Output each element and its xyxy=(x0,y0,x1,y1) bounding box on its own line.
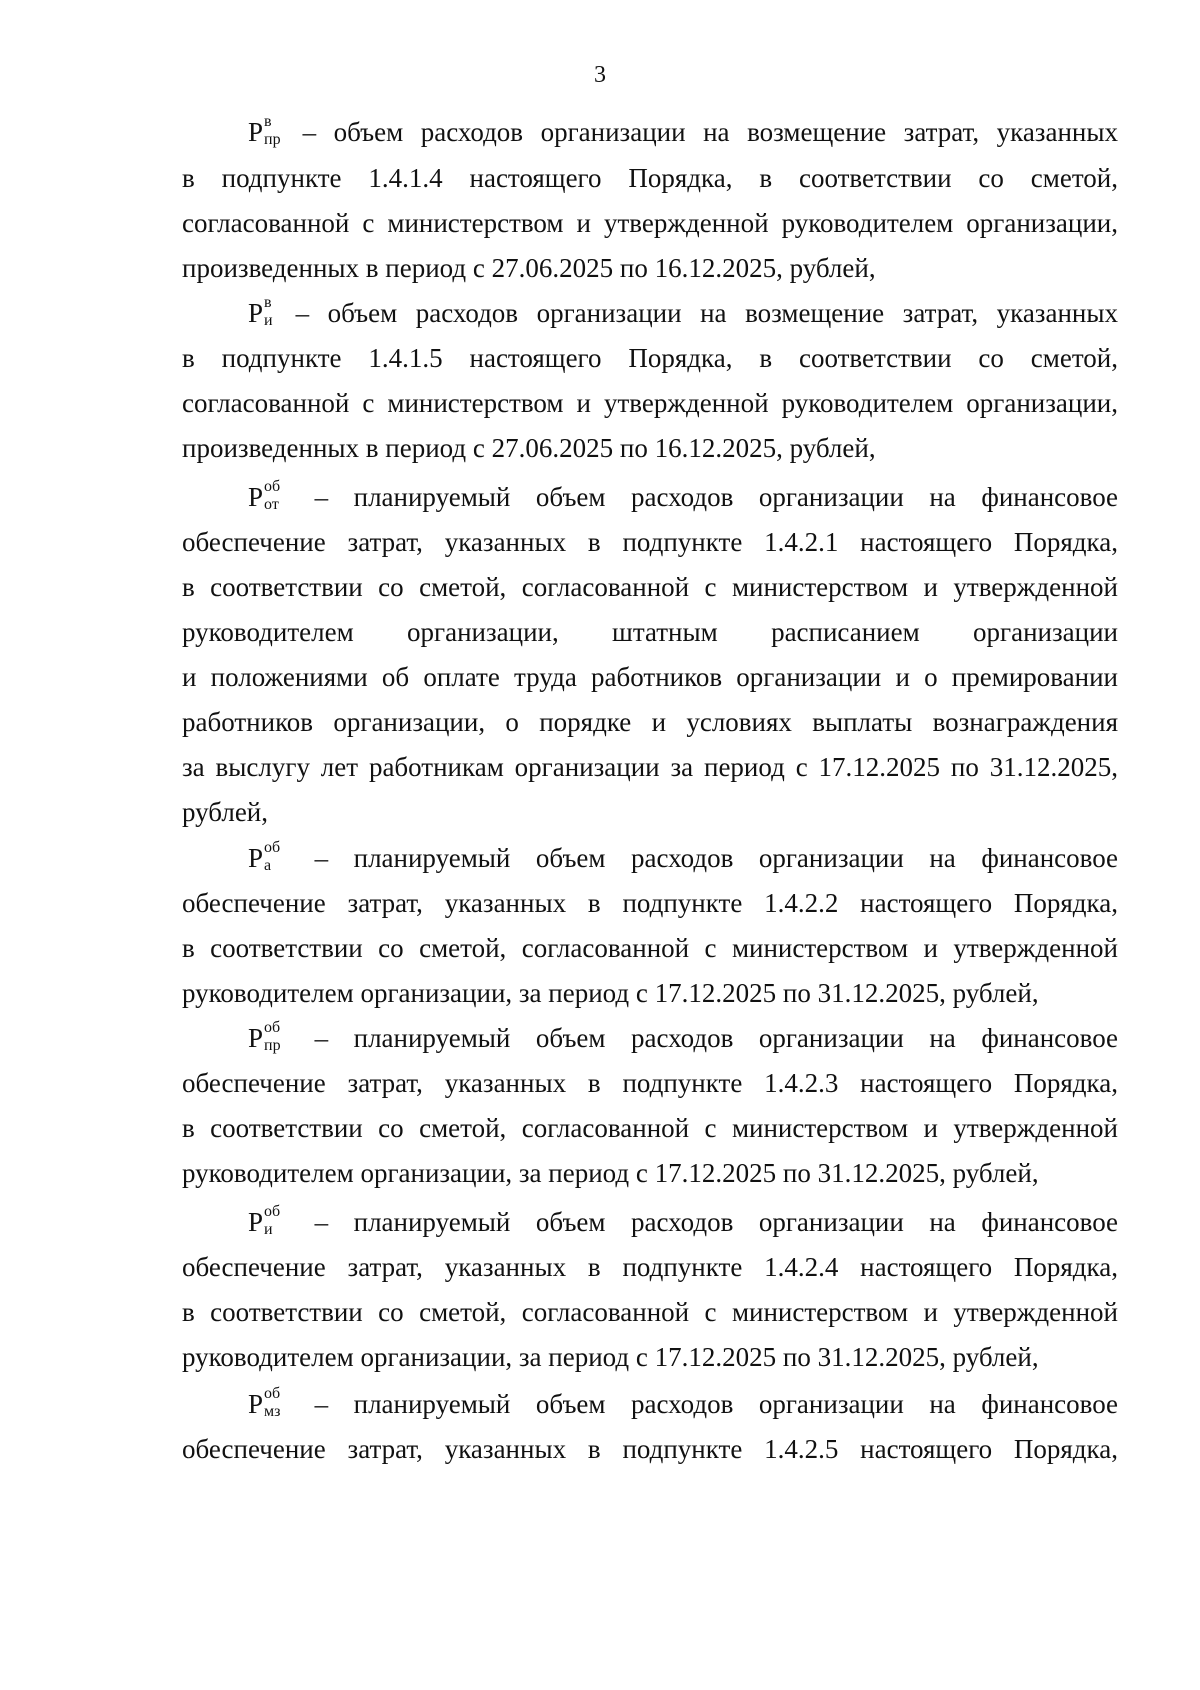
paragraph-6-line-3: в соответствии со сметой, согласованной с министерством и утвержденной xyxy=(182,1297,1118,1327)
symbol-p7: P об мз xyxy=(248,1385,281,1420)
paragraph-2-line-3: согласованной с министерством и утвержденной руководителем организации, xyxy=(182,388,1118,418)
symbol-p1: P в пр xyxy=(248,113,281,148)
paragraph-5-line-4: руководителем организации, за период с 17.12.2025 по 31.12.2025, рублей, xyxy=(182,1158,1039,1188)
paragraph-3-line-1: P об от – планируемый объем расходов организации на финансовое xyxy=(248,478,1119,513)
paragraph-4-line-4: руководителем организации, за период с 17.12.2025 по 31.12.2025, рублей, xyxy=(182,978,1039,1008)
paragraph-3-line-4: руководителем организации, штатным расписанием организации xyxy=(182,617,1118,647)
paragraph-5-line-1: P об пр – планируемый объем расходов организации на финансовое xyxy=(248,1019,1119,1054)
paragraph-7-line-2: обеспечение затрат, указанных в подпункте 1.4.2.5 настоящего Порядка, xyxy=(182,1434,1118,1464)
paragraph-1-line-2: в подпункте 1.4.1.4 настоящего Порядка, в соответствии со сметой, xyxy=(182,163,1118,193)
paragraph-2-line-2: в подпункте 1.4.1.5 настоящего Порядка, в соответствии со сметой, xyxy=(182,343,1118,373)
paragraph-3-line-6: работников организации, о порядке и условиях выплаты вознаграждения xyxy=(182,707,1118,737)
paragraph-5-line-3: в соответствии со сметой, согласованной с министерством и утвержденной xyxy=(182,1113,1118,1143)
paragraph-4-line-2: обеспечение затрат, указанных в подпункте 1.4.2.2 настоящего Порядка, xyxy=(182,888,1118,918)
symbol-p6: P об и xyxy=(248,1203,281,1238)
page-number: 3 xyxy=(594,62,606,88)
paragraph-6-line-2: обеспечение затрат, указанных в подпункте 1.4.2.4 настоящего Порядка, xyxy=(182,1252,1118,1282)
paragraph-1-line-3: согласованной с министерством и утвержденной руководителем организации, xyxy=(182,208,1118,238)
paragraph-4-line-1: P об а – планируемый объем расходов организации на финансовое xyxy=(248,839,1119,874)
paragraph-6-line-1: P об и – планируемый объем расходов организации на финансовое xyxy=(248,1203,1119,1238)
paragraph-3-line-8: рублей, xyxy=(182,797,269,827)
paragraph-3-line-7: за выслугу лет работникам организации за период с 17.12.2025 по 31.12.2025, xyxy=(182,752,1118,782)
paragraph-4-line-3: в соответствии со сметой, согласованной с министерством и утвержденной xyxy=(182,933,1118,963)
paragraph-1-line-4: произведенных в период с 27.06.2025 по 16.12.2025, рублей, xyxy=(182,253,876,283)
symbol-p4: P об а xyxy=(248,839,281,874)
paragraph-2-line-4: произведенных в период с 27.06.2025 по 16.12.2025, рублей, xyxy=(182,433,876,463)
paragraph-3-line-3: в соответствии со сметой, согласованной с министерством и утвержденной xyxy=(182,572,1118,602)
symbol-p2: P в и xyxy=(248,294,273,329)
paragraph-7-line-1: P об мз – планируемый объем расходов организации на финансовое xyxy=(248,1385,1119,1420)
paragraph-2-line-1: P в и – объем расходов организации на возмещение затрат, указанных xyxy=(248,294,1118,329)
symbol-p3: P об от xyxy=(248,478,281,513)
paragraph-3-line-5: и положениями об оплате труда работников организации и о премировании xyxy=(182,662,1118,692)
paragraph-3-line-2: обеспечение затрат, указанных в подпункте 1.4.2.1 настоящего Порядка, xyxy=(182,527,1118,557)
paragraph-6-line-4: руководителем организации, за период с 17.12.2025 по 31.12.2025, рублей, xyxy=(182,1342,1039,1372)
paragraph-1-line-1: P в пр – объем расходов организации на возмещение затрат, указанных xyxy=(248,113,1118,148)
symbol-p5: P об пр xyxy=(248,1019,281,1054)
paragraph-5-line-2: обеспечение затрат, указанных в подпункте 1.4.2.3 настоящего Порядка, xyxy=(182,1068,1118,1098)
